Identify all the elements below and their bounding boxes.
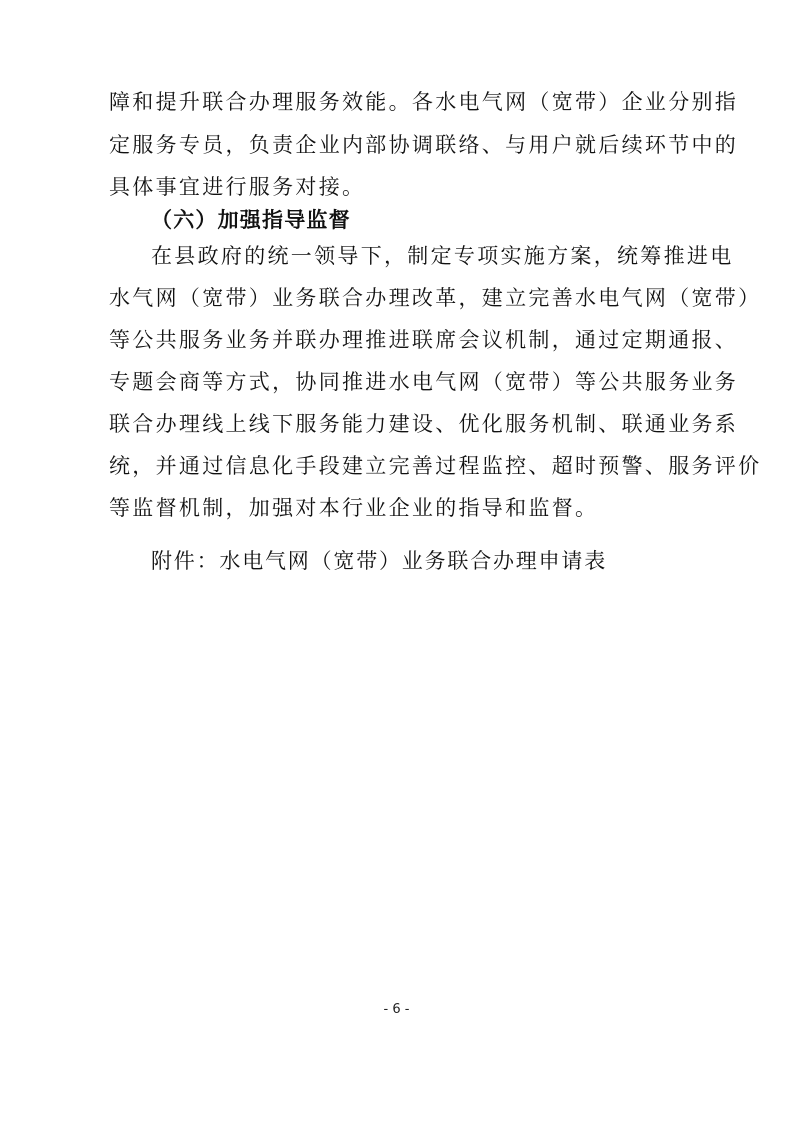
- paragraph-line: 定服务专员，负责企业内部协调联络、与用户就后续环节中的: [109, 133, 739, 157]
- paragraph-line: 障和提升联合办理服务效能。各水电气网（宽带）企业分别指: [109, 90, 739, 114]
- section-heading: （六）加强指导监督: [151, 208, 351, 232]
- paragraph-line: 等监督机制，加强对本行业企业的指导和监督。: [109, 496, 599, 520]
- paragraph-line: 统，并通过信息化手段建立完善过程监控、超时预警、服务评价: [109, 454, 762, 478]
- paragraph-line: 具体事宜进行服务对接。: [109, 175, 366, 199]
- paragraph-line: 专题会商等方式，协同推进水电气网（宽带）等公共服务业务: [109, 370, 739, 394]
- paragraph-line: 联合办理线上线下服务能力建设、优化服务机制、联通业务系: [109, 412, 739, 436]
- paragraph-line: 等公共服务业务并联办理推进联席会议机制，通过定期通报、: [109, 328, 739, 352]
- attachment-note: 附件：水电气网（宽带）业务联合办理申请表: [151, 549, 607, 573]
- paragraph-line: 水气网（宽带）业务联合办理改革，建立完善水电气网（宽带）: [109, 286, 762, 310]
- page-number: - 6 -: [383, 1002, 410, 1017]
- paragraph-line: 在县政府的统一领导下，制定专项实施方案，统筹推进电: [151, 244, 734, 268]
